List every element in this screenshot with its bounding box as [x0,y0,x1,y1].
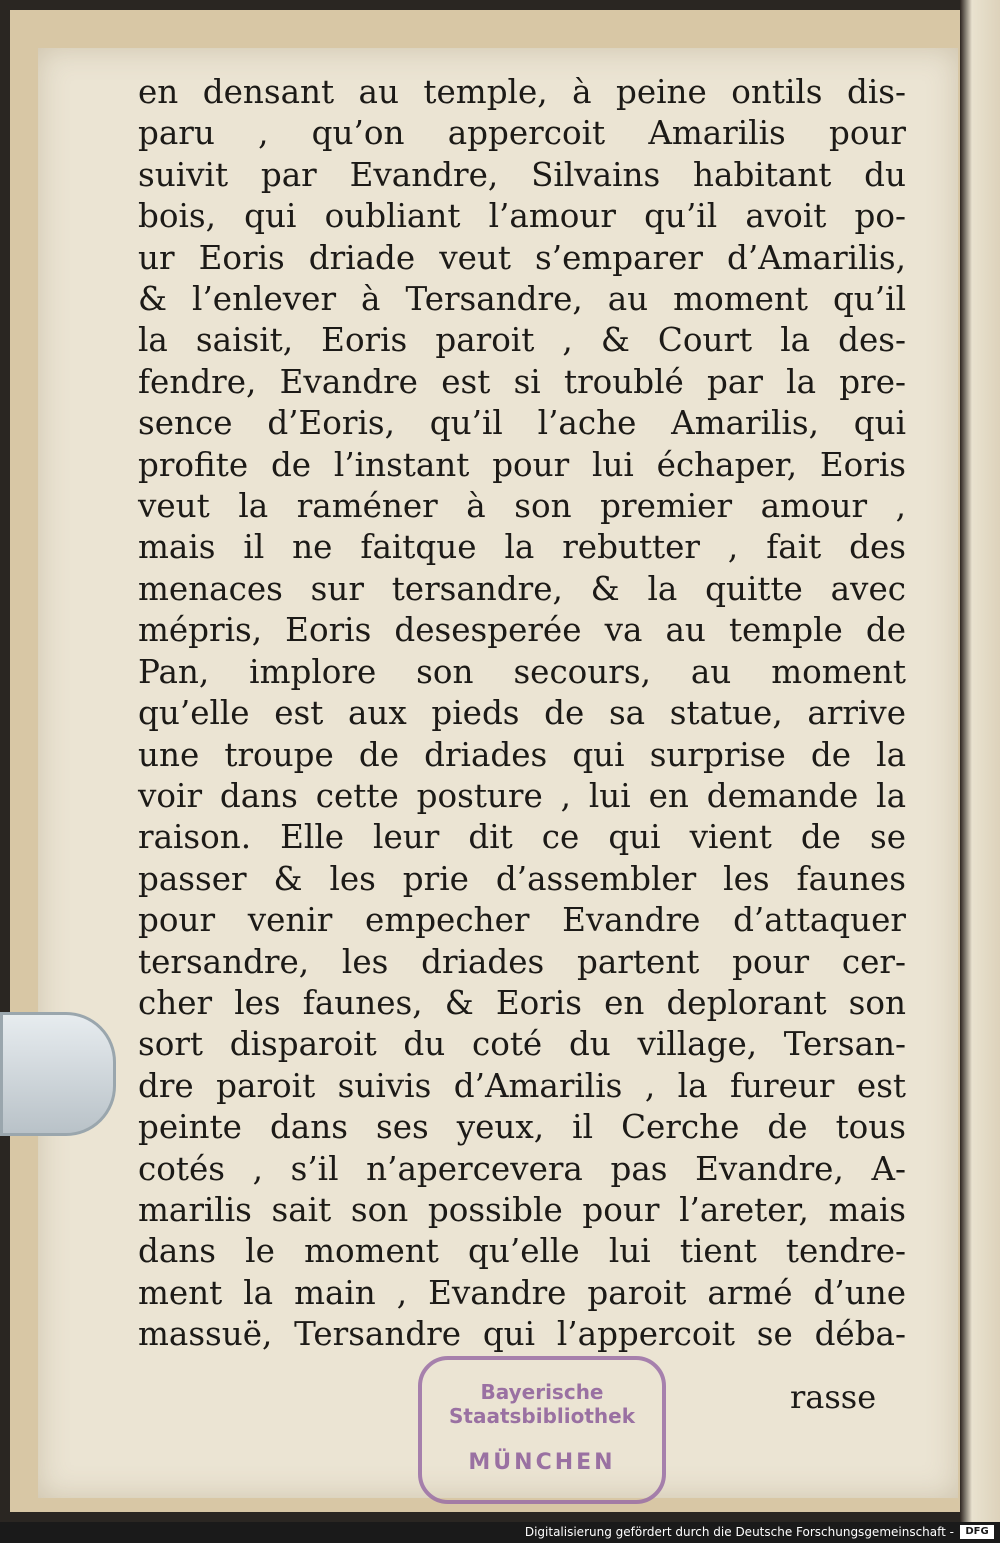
text-line: cher les faunes, & Eoris en deplorant son [138,983,906,1022]
text-line: sence d’Eoris, qu’il l’ache Amarilis, qui [138,404,906,443]
text-line: raison. Elle leur dit ce qui vient de se [138,818,906,857]
text-line: dans le moment qu’elle lui tient tendre- [138,1232,906,1271]
text-line: en densant au temple, à peine ontils dis- [138,73,906,111]
library-stamp [418,1356,666,1504]
text-line: cotés , s’il n’apercevera pas Evandre, A- [138,1149,906,1188]
text-line: voir dans cette posture , lui en demande la [138,776,906,815]
text-line: & l’enlever à Tersandre, au moment qu’il [138,280,906,319]
text-line: dre paroit suivis d’Amarilis , la fureur est [138,1066,906,1105]
text-line: profite de l’instant pour lui échaper, Eoris [138,445,906,484]
text-line: Pan, implore son secours, au moment [138,652,906,691]
text-line: massuë, Tersandre qui l’appercoit se déba- [138,1315,906,1354]
funding-credit: Digitalisierung gefördert durch die Deutsche Forschungsgemeinschaft - [524,1525,954,1539]
text-line: suivit par Evandre, Silvains habitant du [138,155,906,194]
text-line: ment la main , Evandre paroit armé d’une [138,1273,906,1312]
text-line: pour venir empecher Evandre d’attaquer [138,901,906,940]
stamp-line-1: Bayerische [480,1380,604,1404]
text-line: bois, qui oubliant l’amour qu’il avoit po- [138,197,906,236]
text-line: la saisit, Eoris paroit , & Court la des- [138,321,906,360]
body-text [138,72,906,1356]
next-page-edge [960,0,1000,1522]
text-line: menaces sur tersandre, & la quitte avec [138,569,906,608]
text-line: paru , qu’on appercoit Amarilis pour [138,114,906,153]
page-clip [0,1012,116,1136]
dfg-logo: DFG [960,1525,994,1539]
text-line: une troupe de driades qui surprise de la [138,735,906,774]
text-line: passer & les prie d’assembler les faunes [138,859,906,898]
text-line: tersandre, les driades partent pour cer- [138,942,906,981]
catchword: rasse [790,1378,877,1416]
stamp-line-3: MÜNCHEN [468,1450,616,1475]
text-line: mais il ne faitque la rebutter , fait des [138,528,906,567]
text-line: mépris, Eoris desesperée va au temple de [138,611,906,650]
text-line: ur Eoris driade veut s’emparer d’Amarilis, [138,238,906,277]
footer-bar [0,1522,1000,1543]
text-line: peinte dans ses yeux, il Cerche de tous [138,1108,906,1147]
text-line: sort disparoit du coté du village, Tersan- [138,1025,906,1064]
text-line: marilis sait son possible pour l’areter, mais [138,1190,906,1229]
text-line: qu’elle est aux pieds de sa statue, arrive [138,694,906,733]
text-line: veut la raméner à son premier amour , [138,487,906,526]
text-line: fendre, Evandre est si troublé par la pre- [138,362,906,401]
stamp-line-2: Staatsbibliothek [448,1404,636,1428]
